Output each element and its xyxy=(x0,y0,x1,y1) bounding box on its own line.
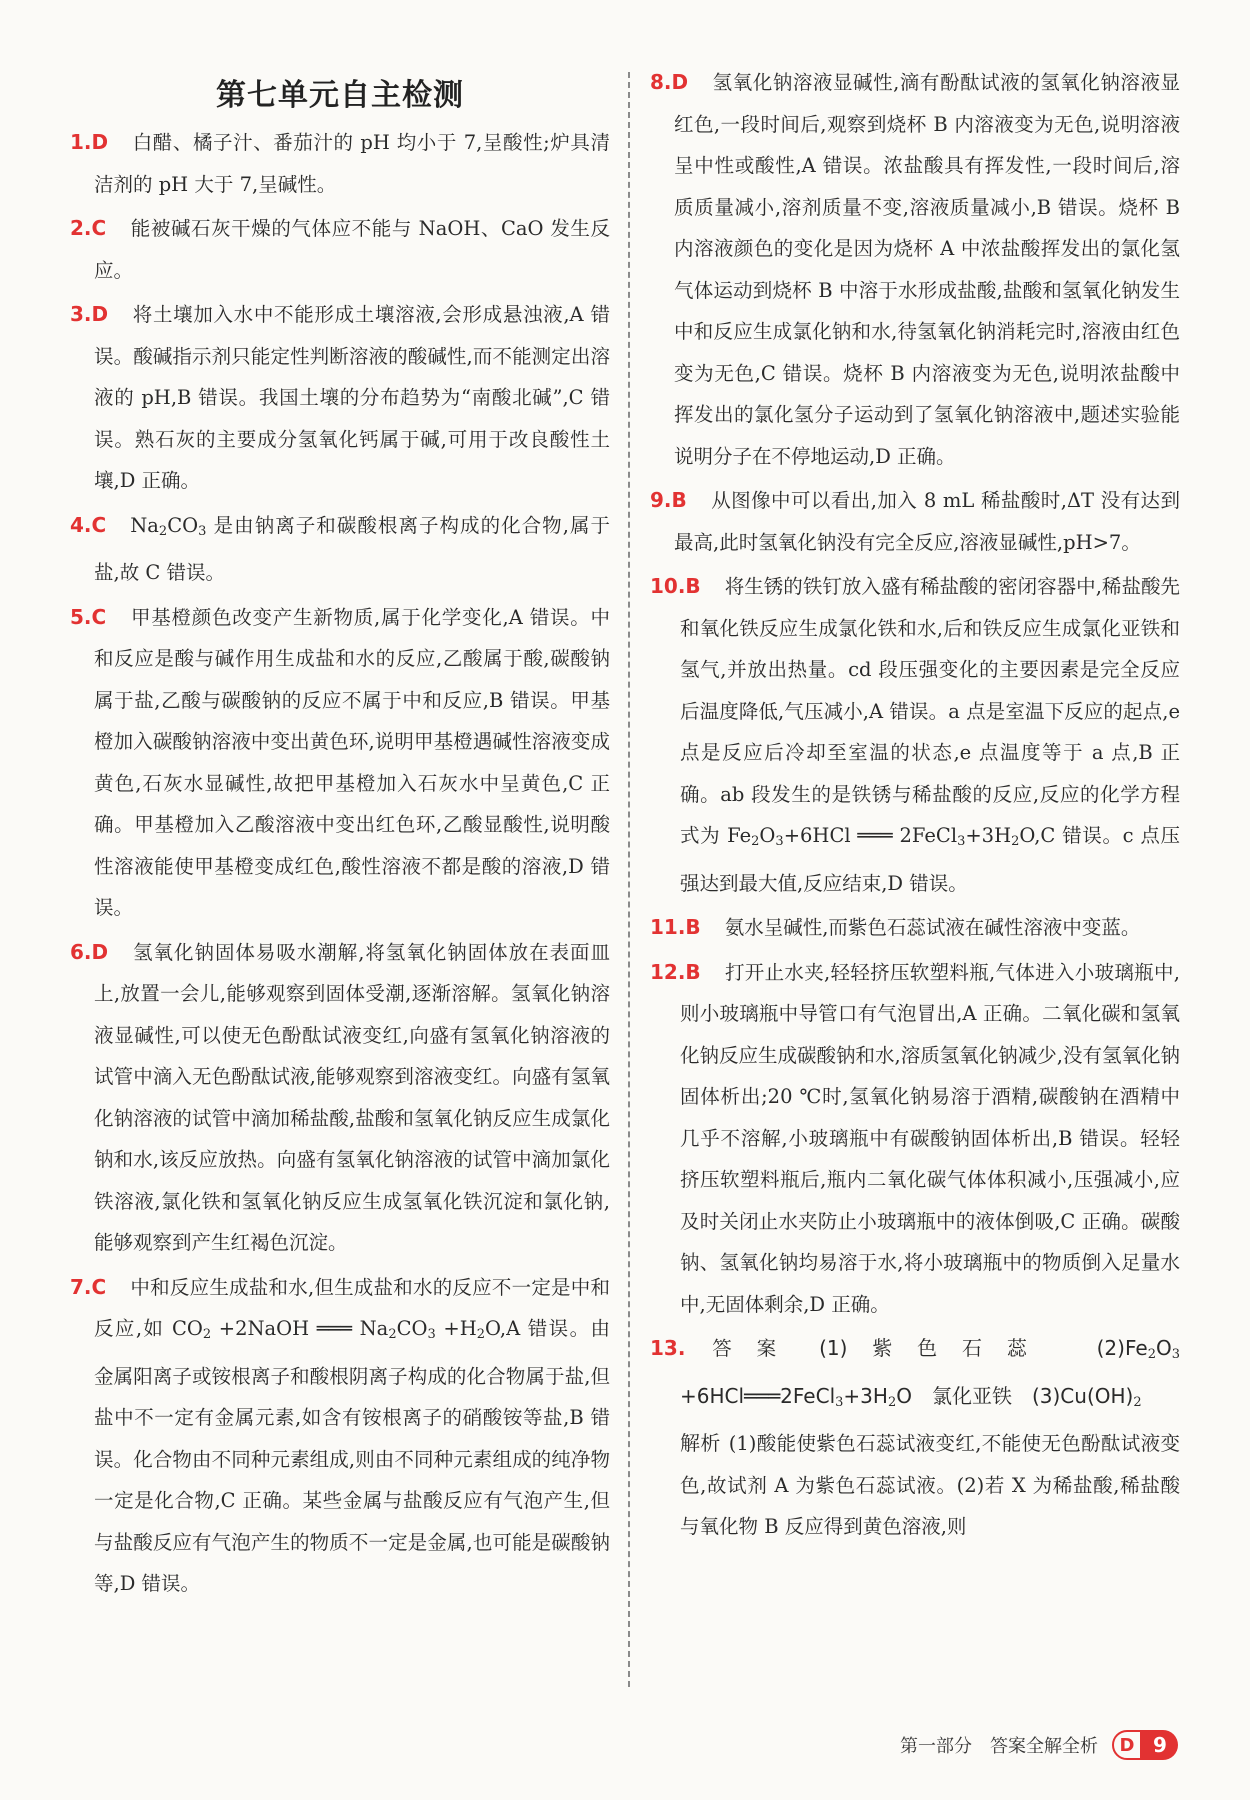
subscript: 2 xyxy=(202,1327,212,1342)
item-text: O,A 错误。由金属阳离子或铵根离子和酸根阴离子构成的化合物属于盐,但盐中不一定有金属元素,如含有铵根离子的硝酸铵等盐,B 错误。化合物由不同种元素组成,则由不同种元素组成的纯净物一定是化合物,C 正确。某些金属与盐酸反应有气泡产生,但与盐酸反应有气泡产生的物质不一定是金属,也可能是碳酸钠等,D 错误。 xyxy=(94,1317,610,1595)
answer-part: O 氯化亚铁 (3)Cu(OH) xyxy=(896,1383,1134,1408)
subscript: 2 xyxy=(751,834,760,849)
subscript: 2 xyxy=(1133,1394,1142,1410)
subscript: 2 xyxy=(476,1327,486,1342)
formula-part: Na xyxy=(130,513,159,537)
item-text: 氢氧化钠溶液显碱性,滴有酚酞试液的氢氧化钠溶液显红色,一段时间后,观察到烧杯 B 内溶液变为无色,说明溶液呈中性或酸性,A 错误。浓盐酸具有挥发性,一段时间后,溶质质量减小,溶剂质量不变,溶液质量减小,B 错误。烧杯 B 内溶液颜色的变化是因为烧杯 A 中浓盐酸挥发出的氯化氢气体运动到烧杯 B 中溶于水形成盐酸,盐酸和氢氧化钠发生中和反应生成氯化钠和水,待氢氧化钠消耗完时,溶液由红色变为无色,C 错误。烧杯 B 内溶液变为无色,说明浓盐酸中挥发出的氯化氢分子运动到了氢氧化钠溶液中,题述实验能说明分子在不停地运动,D 正确。 xyxy=(674,71,1180,468)
badge-letter: D xyxy=(1112,1730,1142,1760)
right-column xyxy=(650,62,1180,1551)
item-number: 1.D xyxy=(70,130,109,154)
item-text: 能被碱石灰干燥的气体应不能与 NaOH、CaO 发生反应。 xyxy=(94,217,610,282)
item-number: 7.C xyxy=(70,1274,107,1299)
analysis-label: 解析 xyxy=(680,1431,721,1455)
item-number: 6.D xyxy=(70,939,109,964)
item-text: 将土壤加入水中不能形成土壤溶液,会形成悬浊液,A 错误。酸碱指示剂只能定性判断溶液的酸碱性,而不能测定出溶液的 pH,B 错误。我国土壤的分布趋势为“南酸北碱”,C 错误。熟石灰的主要成分氢氧化钙属于碱,可用于改良酸性土壤,D 正确。 xyxy=(94,303,610,492)
item-text: 白醋、橘子汁、番茄汁的 pH 均小于 7,呈酸性;炉具清洁剂的 pH 大于 7,呈碱性。 xyxy=(94,131,610,196)
page-title: 第七单元自主检测 xyxy=(216,78,464,113)
item-number: 9.B xyxy=(650,488,687,512)
page-footer xyxy=(900,1730,1178,1760)
subscript: 3 xyxy=(1171,1347,1180,1362)
answer-item-8 xyxy=(650,62,1180,477)
page-number: 9 xyxy=(1142,1730,1178,1760)
item-number: 10.B xyxy=(650,574,701,598)
formula-part: CO xyxy=(396,1317,428,1340)
item-text: 甲基橙颜色改变产生新物质,属于化学变化,A 错误。中和反应是酸与碱作用生成盐和水的反应,乙酸属于酸,碳酸钠属于盐,乙酸与碳酸钠的反应不属于中和反应,B 错误。甲基橙加入碳酸钠溶液中变出黄色环,说明甲基橙遇碱性溶液变成黄色,石灰水显碱性,故把甲基橙加入石灰水中呈黄色,C 正确。甲基橙加入乙酸溶液中变出红色环,乙酸显酸性,说明酸性溶液能使甲基橙变成红色,酸性溶液不都是酸的溶液,D 错误。 xyxy=(94,605,610,919)
left-column xyxy=(70,62,610,1608)
answer-item-11 xyxy=(650,907,1180,949)
item-text: 打开止水夹,轻轻挤压软塑料瓶,气体进入小玻璃瓶中,则小玻璃瓶中导管口有气泡冒出,A 正确。二氧化碳和氢氧化钠反应生成碳酸钠和水,溶质氢氧化钠减少,没有氢氧化钠固体析出;20 ℃时,氢氧化钠易溶于酒精,碳酸钠在酒精中几乎不溶解,小玻璃瓶中有碳酸钠固体析出,B 错误。轻轻挤压软塑料瓶后,瓶内二氧化碳气体体积减小,压强减小,应及时关闭止水夹防止小玻璃瓶中的液体倒吸,C 正确。碳酸钠、氢氧化钠均易溶于水,将小玻璃瓶中的物质倒入足量水中,无固体剩余,D 正确。 xyxy=(680,960,1180,1316)
item-number: 13. xyxy=(650,1336,686,1360)
subscript: 3 xyxy=(775,834,784,849)
subscript: 3 xyxy=(835,1394,844,1410)
answer-item-13 xyxy=(650,1328,1180,1548)
answer-item-2 xyxy=(70,208,610,291)
item-number: 3.D xyxy=(70,302,109,326)
answer-item-9 xyxy=(650,480,1180,563)
answer-item-6 xyxy=(70,932,610,1264)
column-divider xyxy=(628,72,630,1687)
footer-title: 答案全解全析 xyxy=(990,1736,1098,1757)
answer-item-4 xyxy=(70,505,610,594)
page-badge xyxy=(1112,1730,1178,1760)
subscript: 3 xyxy=(198,523,207,539)
item-text: 中和反应生成盐和水,但生成盐和水的反应不一定是中和反应,如 CO xyxy=(94,1275,610,1340)
answer-item-7 xyxy=(70,1267,610,1605)
item-number: 8.D xyxy=(650,70,689,94)
item-number: 4.C xyxy=(70,512,107,537)
subscript: 3 xyxy=(427,1327,436,1342)
item-number: 11.B xyxy=(650,915,701,939)
answer-item-12 xyxy=(650,952,1180,1326)
answer-part: +6HCl═══ xyxy=(680,1383,781,1408)
answer-label: 答案 xyxy=(687,1337,802,1360)
footer-section: 第一部分 xyxy=(900,1736,972,1757)
subscript: 2 xyxy=(158,523,168,539)
item-text: 氢氧化钠固体易吸水潮解,将氢氧化钠固体放在表面皿上,放置一会儿,能够观察到固体受潮,逐渐溶解。氢氧化钠溶液显碱性,可以使无色酚酞试液变红,向盛有氢氧化钠溶液的试管中滴入无色酚酞试液,能够观察到溶液变红。向盛有氢氧化钠溶液的试管中滴加稀盐酸,盐酸和氢氧化钠反应生成氯化钠和水,该反应放热。向盛有氢氧化钠溶液的试管中滴加氯化铁溶液,氯化铁和氢氧化钠反应生成氢氧化铁沉淀和氯化钠,能够观察到产生红褐色沉淀。 xyxy=(94,940,610,1254)
item-number: 5.C xyxy=(70,604,107,629)
formula-part: CO xyxy=(167,513,199,537)
subscript: 2 xyxy=(887,1394,897,1410)
answer-item-5 xyxy=(70,597,610,929)
answer-item-1 xyxy=(70,122,610,205)
item-text: 是由钠离子和碳酸根离子构成的化合物,属于盐,故 C 错误。 xyxy=(94,513,610,584)
formula-part: +H xyxy=(435,1317,477,1340)
item-text: 从图像中可以看出,加入 8 mL 稀盐酸时,ΔT 没有达到最高,此时氢氧化钠没有完全反应,溶液显碱性,pH>7。 xyxy=(674,489,1180,554)
formula-part: O xyxy=(759,824,776,847)
answer-item-10 xyxy=(650,566,1180,904)
item-number: 12.B xyxy=(650,959,701,984)
formula-part: +6HCl ═══ 2FeCl xyxy=(783,824,958,847)
answer-part: O xyxy=(1155,1336,1172,1360)
item-text: 将生锈的铁钉放入盛有稀盐酸的密闭容器中,稀盐酸先和氧化铁反应生成氯化铁和水,后和铁反应生成氯化亚铁和氢气,并放出热量。cd 段压强变化的主要因素是完全反应后温度降低,气压减小,A 错误。a 点是室温下反应的起点,e 点是反应后冷却至室温的状态,e 点温度等于 a 点,B 正确。ab 段发生的是铁锈与稀盐酸的反应,反应的化学方程式为 Fe xyxy=(680,575,1180,847)
analysis-text: (1)酸能使紫色石蕊试液变红,不能使无色酚酞试液变色,故试剂 A 为紫色石蕊试液。(2)若 X 为稀盐酸,稀盐酸与氧化物 B 反应得到黄色溶液,则 xyxy=(680,1432,1181,1538)
subscript: 3 xyxy=(957,834,966,849)
subscript: 2 xyxy=(1011,834,1020,849)
answer-part: +3H xyxy=(843,1383,888,1408)
item-number: 2.C xyxy=(70,216,107,240)
answer-item-3 xyxy=(70,294,610,502)
answer-part: (1)紫色石蕊 (2)Fe xyxy=(819,1336,1148,1360)
subscript: 2 xyxy=(1147,1347,1156,1362)
subscript: 2 xyxy=(388,1327,397,1342)
formula-part: +3H xyxy=(965,824,1012,847)
item-text: 氨水呈碱性,而紫色石蕊试液在碱性溶液中变蓝。 xyxy=(724,916,1141,939)
answer-part: 2FeCl xyxy=(780,1383,836,1408)
item-text: O,C 错误。c 点压强达到最大值,反应结束,D 错误。 xyxy=(680,824,1181,895)
formula-part: +2NaOH ═══ Na xyxy=(211,1317,389,1340)
